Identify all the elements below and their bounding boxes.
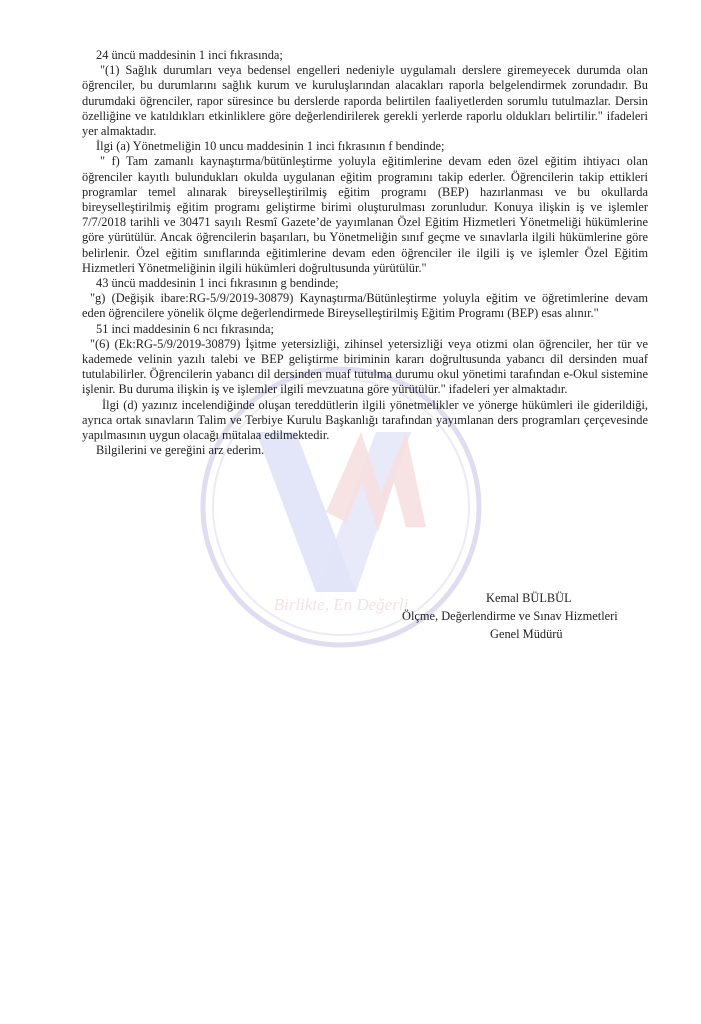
paragraph-quote-43-g: "g) (Değişik ibare:RG-5/9/2019-30879) Kaynaştırma/Bütünleştirme yoluyla eğitim ve öğretimlerine devam eden öğrencilere yönelik ölçme değerlendirmede Bireyselleştirilmiş Eğitim Programı (BEP) esas alınır." (82, 291, 648, 321)
watermark-motto: Birlikte, En Değerli (273, 595, 409, 614)
paragraph-reference-a: İlgi (a) Yönetmeliğin 10 uncu maddesinin 1 inci fıkrasının f bendinde; (96, 139, 445, 154)
paragraph-article-51: 51 inci maddesinin 6 ncı fıkrasında; (96, 321, 274, 336)
paragraph-article-43: 43 üncü maddesinin 1 inci fıkrasının g bendinde; (96, 276, 339, 291)
paragraph-reference-d: İlgi (d) yazınız incelendiğinde oluşan tereddütlerin ilgili yönetmelikler ve yönerge hükümleri ile giderildiği, ayrıca ortak sınavların Talim ve Terbiye Kurulu Başkanlığı tarafından yayımlanan ders programları çerçevesinde yapılmasının uygun olacağı mütalaa edilmektedir. (82, 397, 648, 443)
signatory-role: Genel Müdürü (490, 627, 563, 641)
signature-block (400, 589, 648, 643)
paragraph-article-24: 24 üncü maddesinin 1 inci fıkrasında; (96, 48, 283, 62)
signatory-name: Kemal BÜLBÜL (486, 591, 572, 605)
paragraph-quote-10-f: " f) Tam zamanlı kaynaştırma/bütünleştirme yoluyla eğitimlerine devam eden özel eğitim ihtiyacı olan öğrenciler kayıtlı bulundukları okulda uygulanan eğitim programını takip ederler. Öğrencilerin takip ettikleri programlar temel alınarak bireyselleştirilmiş eğitim programı (BEP) hazırlanması ve bu okullarda bireyselleştirilmiş eğitim programı geliştirme birimi oluşturulması zorunludur. Konuya ilişkin iş ve işlemler 7/7/2018 tarihli ve 30471 sayılı Resmî Gazete’de yayımlanan Özel Eğitim Hizmetleri Yönetmeliği hükümlerine göre yürütülür. Ancak öğrencilerin başarıları, bu Yönetmeliğin sınıf geçme ve sınavlarla ilgili hükümlerine göre belirlenir. Özel eğitim sınıflarında eğitimlerine devam eden öğrenciler ile ilgili iş ve işlemler Özel Eğitim Hizmetleri Yönetmeliğinin ilgili hükümleri doğrultusunda yürütülür." (82, 154, 648, 275)
paragraph-quote-24-1: "(1) Sağlık durumları veya bedensel engelleri nedeniyle uygulamalı derslere giremeyecek durumda olan öğrenciler, bu durumlarını sağlık kurum ve kuruluşlarından alacakları raporla belgelendirmek zorundadır. Bu durumdaki öğrenciler, rapor süresince bu derslerde raporda belirtilen faaliyetlerden sorumlu tutulmazlar. Dersin özelliğine ve katıldıkları etkinliklere göre değerlendirilerek gerekli yerlerde raporlu oldukları belirtilir." ifadeleri yer almaktadır. (82, 63, 648, 139)
letter-body (82, 48, 648, 458)
signatory-title: Ölçme, Değerlendirme ve Sınav Hizmetleri (402, 609, 618, 623)
paragraph-closing: Bilgilerini ve gereğini arz ederim. (96, 443, 265, 458)
paragraph-quote-51-6: "(6) (Ek:RG-5/9/2019-30879) İşitme yetersizliği, zihinsel yetersizliği veya otizmi olan öğrenciler, her tür ve kademede velinin yazılı talebi ve BEP geliştirme biriminin kararı doğrultusunda yabancı dil dersinden muaf tutulabilirler. Öğrencilerin yabancı dil dersinden muaf tutulma durumu okul yönetimi tarafından e-Okul sistemine işlenir. Bu duruma ilişkin iş ve işlemler ilgili mevzuatına göre yürütülür." ifadeleri yer almaktadır. (82, 336, 648, 397)
